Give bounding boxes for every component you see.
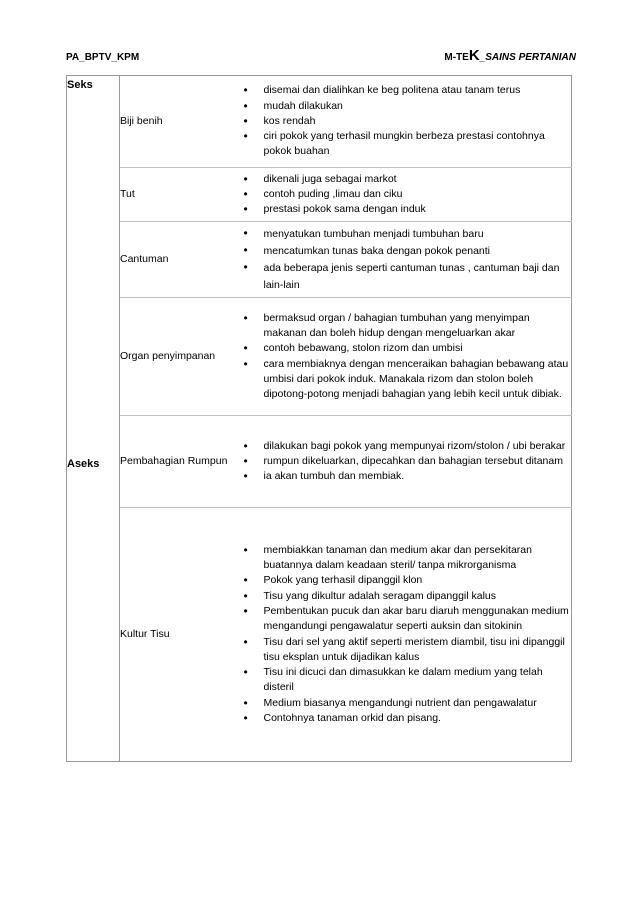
list-item: • Tisu dari sel yang aktif seperti meristem diambil, tisu ini dipanggil tisu eksplan untuk dijadikan kalus <box>238 635 572 666</box>
list-item: • dilakukan bagi pokok yang mempunyai rizom/stolon / ubi berakar <box>238 439 572 454</box>
list-item: • prestasi pokok sama dengan induk <box>238 202 572 217</box>
table-row <box>67 76 572 168</box>
method-points <box>238 298 572 416</box>
method-label: Organ penyimpanan <box>120 298 238 416</box>
list-item: • membiakkan tanaman dan medium akar dan persekitaran buatannya dalam keadaan steril/ tanpa mikrorganisma <box>238 543 572 574</box>
list-item: • kos rendah <box>238 114 572 129</box>
list-item: • cara membiaknya dengan menceraikan bahagian bebawang atau umbisi dari pokok induk. Manakala rizom dan stolon boleh dipotong-potong menjadi bahagian yang lebih kecil untuk dibiak. <box>238 357 572 403</box>
list-item: • ia akan tumbuh dan membiak. <box>238 469 572 484</box>
page-header <box>66 47 576 70</box>
method-points <box>238 508 572 762</box>
method-label: Tut <box>120 168 238 222</box>
group-label-seks: Seks <box>67 76 120 168</box>
propagation-table <box>66 75 572 762</box>
header-right-big-letter: K <box>468 47 480 64</box>
list-item: • Pembentukan pucuk dan akar baru diaruh menggunakan medium mengandungi pengawalatur seperti auksin dan sitokinin <box>238 604 572 635</box>
table-row <box>67 508 572 762</box>
list-item: • Tisu yang dikultur adalah seragam dipanggil kalus <box>238 589 572 604</box>
table-row <box>67 168 572 222</box>
method-points <box>238 416 572 508</box>
list-item: • Contohnya tanaman orkid dan pisang. <box>238 711 572 726</box>
list-item: • Tisu ini dicuci dan dimasukkan ke dalam medium yang telah disteril <box>238 665 572 696</box>
list-item: • Medium biasanya mengandungi nutrient dan pengawalatur <box>238 696 572 711</box>
list-item: • dikenali juga sebagai markot <box>238 172 572 187</box>
method-points <box>238 168 572 222</box>
group-label-aseks: Aseks <box>67 168 120 762</box>
method-label: Biji benih <box>120 76 238 168</box>
list-item: • mencatumkan tunas baka dengan pokok penanti <box>238 243 572 260</box>
list-item: • contoh puding ,limau dan ciku <box>238 187 572 202</box>
list-item: • ada beberapa jenis seperti cantuman tunas , cantuman baji dan lain-lain <box>238 260 572 294</box>
method-label: Cantuman <box>120 222 238 298</box>
method-label: Kultur Tisu <box>120 508 238 762</box>
list-item: • menyatukan tumbuhan menjadi tumbuhan baru <box>238 226 572 243</box>
header-right-suffix: _SAINS PERTANIAN <box>479 52 576 63</box>
list-item: • Pokok yang terhasil dipanggil klon <box>238 573 572 588</box>
list-item: • disemai dan dialihkan ke beg politena atau tanam terus <box>238 83 572 98</box>
list-item: • contoh bebawang, stolon rizom dan umbisi <box>238 341 572 356</box>
header-left-code: PA_BPTV_KPM <box>66 52 140 63</box>
list-item: • mudah dilakukan <box>238 99 572 114</box>
method-points <box>238 76 572 168</box>
header-right-title <box>444 47 576 64</box>
list-item: • bermaksud organ / bahagian tumbuhan yang menyimpan makanan dan boleh hidup dengan mengeluarkan akar <box>238 311 572 342</box>
table-row <box>67 222 572 298</box>
header-right-prefix: M-TE <box>444 52 469 63</box>
method-points <box>238 222 572 298</box>
method-label: Pembahagian Rumpun <box>120 416 238 508</box>
table-row <box>67 298 572 416</box>
table-row <box>67 416 572 508</box>
list-item: • rumpun dikeluarkan, dipecahkan dan bahagian tersebut ditanam <box>238 454 572 469</box>
list-item: • ciri pokok yang terhasil mungkin berbeza prestasi contohnya pokok buahan <box>238 129 572 160</box>
